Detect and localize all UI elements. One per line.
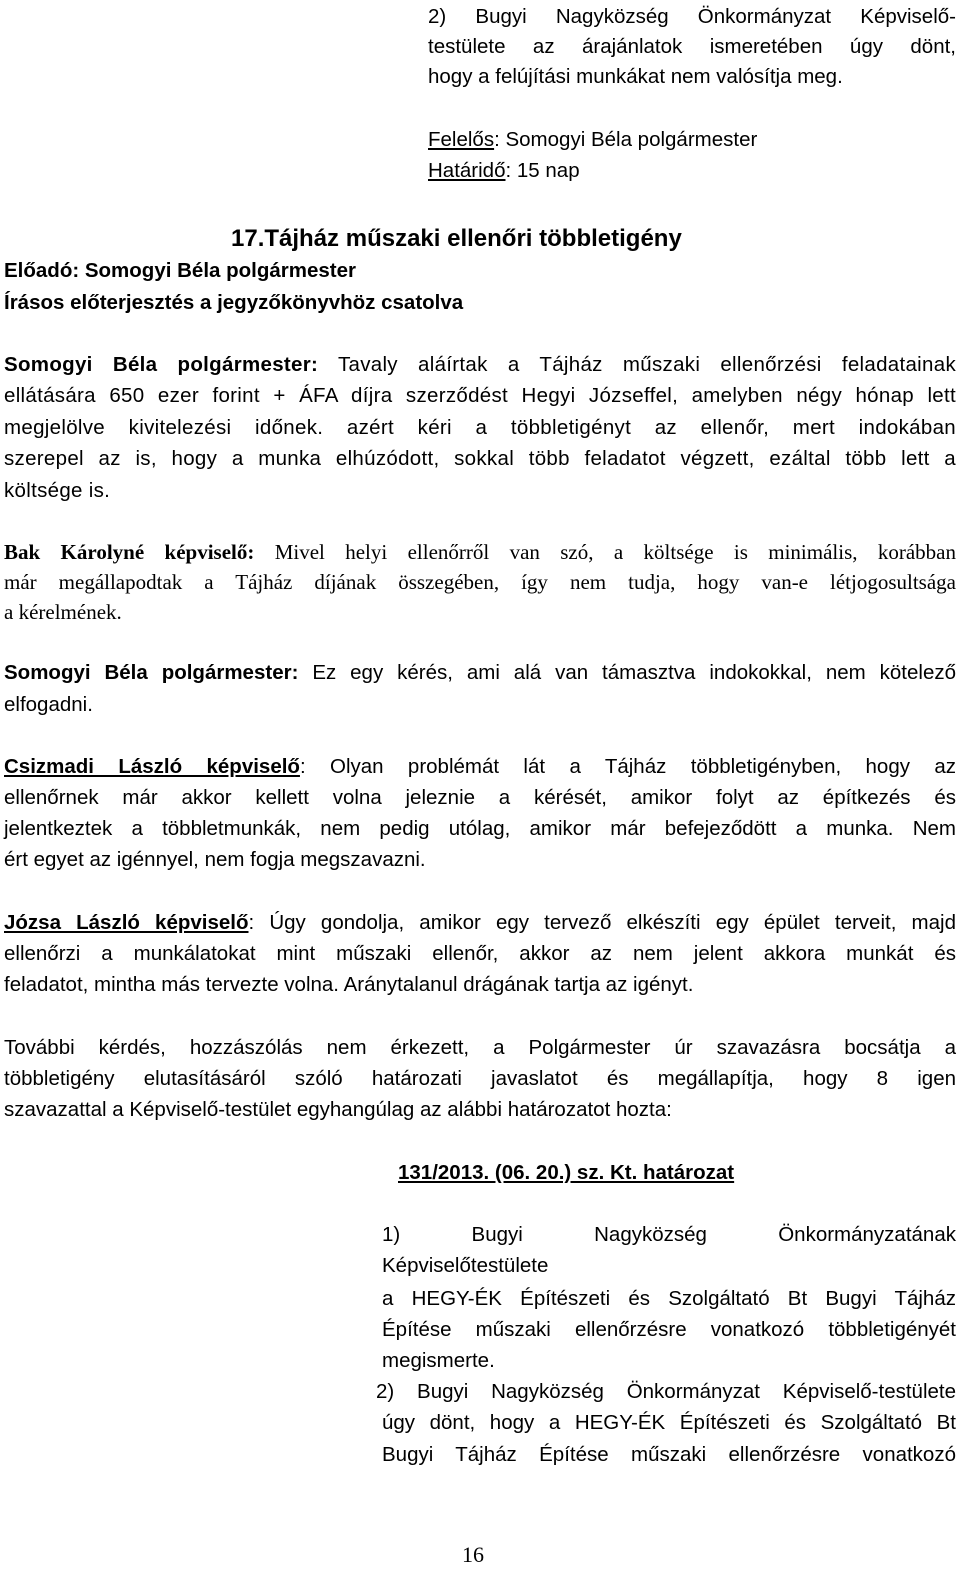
hatarido-value: : 15 nap (505, 159, 580, 182)
hatarido-line (428, 156, 956, 186)
agenda-title (231, 222, 956, 256)
p2-line-3: a kérelmének. (4, 600, 122, 624)
p4-line-2: ellenőrnek már akkor kellett volna jeleznie a kérését, amikor folyt az építkezés és (4, 786, 956, 809)
page-number: 16 (462, 1542, 484, 1567)
p5-line-3: feladatot, mintha más tervezte volna. Aránytalanul drágának tartja az igényt. (4, 973, 694, 996)
p6-line-2: többletigény elutasításáról szóló határozati javaslatot és megállapítja, hogy 8 igen (4, 1067, 956, 1090)
felelos-line (428, 125, 956, 155)
p6-line-1: További kérdés, hozzászólás nem érkezett, a Polgármester úr szavazásra bocsátja a (4, 1036, 956, 1059)
p1-line-5: költsége is. (4, 479, 111, 502)
p4-line-1: Csizmadi László képviselő: Olyan problémát lát a Tájház többletigényben, hogy az (4, 755, 956, 778)
p2-line-1: Bak Károlyné képviselő: Mivel helyi ellenőrről van szó, a költsége is minimális, korábban (4, 540, 956, 564)
p6-line-3: szavazattal a Képviselő-testület egyhangúlag az alábbi határozatot hozta: (4, 1098, 672, 1121)
resolution-item2-line-3: Bugyi Tájház Építése műszaki ellenőrzésre vonatkozó (382, 1443, 956, 1466)
top-item-line-2: testülete az árajánlatok ismeretében úgy dönt, (428, 35, 956, 58)
p1-line-1: Somogyi Béla polgármester: Tavaly aláírtak a Tájház műszaki ellenőrzési feladatainak (4, 353, 956, 376)
resolution-item1-line-1: 1) Bugyi Nagyközség Önkormányzatának (382, 1223, 956, 1246)
top-item-line-3: hogy a felújítási munkákat nem valósítja meg. (428, 65, 843, 88)
felelos-value: : Somogyi Béla polgármester (494, 128, 758, 151)
agenda-irasos: Írásos előterjesztés a jegyzőkönyvhöz csatolva (4, 291, 464, 314)
resolution-title: 131/2013. (06. 20.) sz. Kt. határozat (398, 1161, 735, 1184)
resolution-item2-line-2: úgy dönt, hogy a HEGY-ÉK Építészeti és Szolgáltató Bt (382, 1411, 956, 1434)
agenda-eloado: Előadó: Somogyi Béla polgármester (4, 259, 356, 282)
agenda-number: 17. (231, 225, 265, 252)
p1-line-4: szerepel az is, hogy a munka elhúzódott, sokkal több feladatot végzett, ezáltal több lett a (4, 447, 956, 470)
resolution-item1-line-2: Képviselőtestülete (382, 1254, 549, 1277)
resolution-item1-line-3: a HEGY-ÉK Építészeti és Szolgáltató Bt Bugyi Tájház (382, 1287, 956, 1310)
p3-line-2: elfogadni. (4, 693, 93, 716)
p4-line-4: ért egyet az igénnyel, nem fogja megszavazni. (4, 848, 426, 871)
p1-speaker: Somogyi Béla polgármester: (4, 353, 319, 376)
p5-line-2: ellenőrzi a munkálatokat mint műszaki ellenőr, akkor az nem jelent akkora munkát és (4, 942, 956, 965)
p5-line-1: Józsa László képviselő: Úgy gondolja, amikor egy tervező elkészíti egy épület terveit, majd (4, 911, 956, 934)
p4-speaker: Csizmadi László képviselő (4, 755, 300, 778)
top-item-line-1: 2) Bugyi Nagyközség Önkormányzat Képviselő- (428, 5, 956, 28)
p2-line-2: már megállapodtak a Tájház díjának összegében, így nem tudja, hogy van-e létjogosultsága (4, 570, 956, 594)
felelos-label: Felelős (428, 128, 495, 151)
hatarido-label: Határidő (428, 159, 506, 182)
p3-speaker: Somogyi Béla polgármester: (4, 661, 299, 684)
p2-speaker: Bak Károlyné képviselő: (4, 540, 255, 564)
p1-line-2: ellátására 650 ezer forint + ÁFA díjra szerződést Hegyi Józseffel, amelyben négy hónap lett (4, 384, 956, 407)
p4-line-3: jelentkeztek a többletmunkák, nem pedig utólag, amikor már befejeződött a munka. Nem (4, 817, 956, 840)
resolution-item1-line-4: Építése műszaki ellenőrzésre vonatkozó többletigényét (382, 1318, 956, 1341)
resolution-item1-line-5: megismerte. (382, 1349, 495, 1372)
agenda-title-text: Tájház műszaki ellenőri többletigény (264, 225, 682, 252)
p1-line-3: megjelölve kivitelezési időnek. azért kéri a többletigényt az ellenőr, mert indokában (4, 416, 956, 439)
p3-line-1: Somogyi Béla polgármester: Ez egy kérés, ami alá van támasztva indokokkal, nem kötelező (4, 661, 956, 684)
resolution-item2-line-1: 2) Bugyi Nagyközség Önkormányzat Képviselő-testülete (376, 1380, 956, 1403)
p5-speaker: Józsa László képviselő (4, 911, 249, 934)
